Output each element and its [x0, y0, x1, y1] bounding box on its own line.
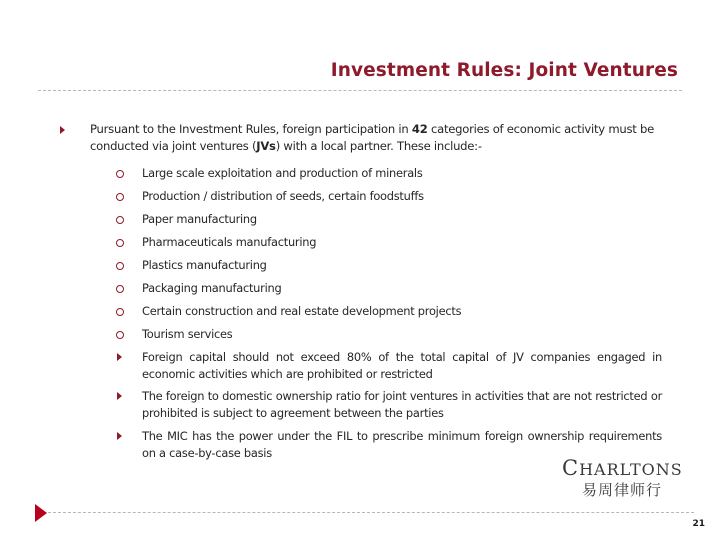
intro-text-1: Pursuant to the Investment Rules, foreign participation in	[90, 122, 412, 136]
next-arrow-icon[interactable]	[34, 503, 48, 523]
circle-bullet-icon	[116, 193, 124, 201]
footer-divider	[48, 512, 694, 513]
slide-title: Investment Rules: Joint Ventures	[330, 60, 678, 81]
logo-english: CHARLTONS	[562, 456, 683, 480]
list-item: Large scale exploitation and production of minerals	[142, 166, 423, 180]
charltons-logo	[562, 456, 682, 500]
intro-text-3: ) with a local partner. These include:-	[275, 139, 482, 153]
list-item: The MIC has the power under the FIL to prescribe minimum foreign ownership requirements on a case-by-case basis	[142, 429, 662, 460]
circle-bullet-icon	[116, 308, 124, 316]
circle-bullet-icon	[116, 239, 124, 247]
list-item: Paper manufacturing	[142, 212, 257, 226]
list-item: Pharmaceuticals manufacturing	[142, 235, 317, 249]
list-item: Packaging manufacturing	[142, 281, 282, 295]
circle-bullet-icon	[116, 262, 124, 270]
intro-bold-jvs: JVs	[256, 139, 276, 153]
triangle-bullet-icon	[117, 392, 122, 400]
triangle-bullet-icon	[117, 432, 122, 440]
list-item: Plastics manufacturing	[142, 258, 267, 272]
list-item: The foreign to domestic ownership ratio for joint ventures in activities that are not restricted or prohibited is subject to agreement between the parties	[142, 389, 662, 420]
circle-bullet-icon	[116, 331, 124, 339]
list-item: Foreign capital should not exceed 80% of the total capital of JV companies engaged in economic activities which are prohibited or restricted	[142, 350, 662, 381]
triangle-bullet-icon	[117, 353, 122, 361]
list-item: Production / distribution of seeds, certain foodstuffs	[142, 189, 424, 203]
circle-bullet-icon	[116, 216, 124, 224]
circle-bullet-icon	[116, 170, 124, 178]
list-item: Certain construction and real estate development projects	[142, 304, 462, 318]
circle-bullet-icon	[116, 285, 124, 293]
page-number: 21	[692, 519, 705, 529]
intro-bold-count: 42	[411, 122, 428, 136]
list-item: Tourism services	[142, 327, 233, 341]
intro-text-2: categories of economic activity must be conducted via joint ventures (	[90, 122, 654, 153]
logo-chinese: 易周律师行	[581, 481, 662, 499]
